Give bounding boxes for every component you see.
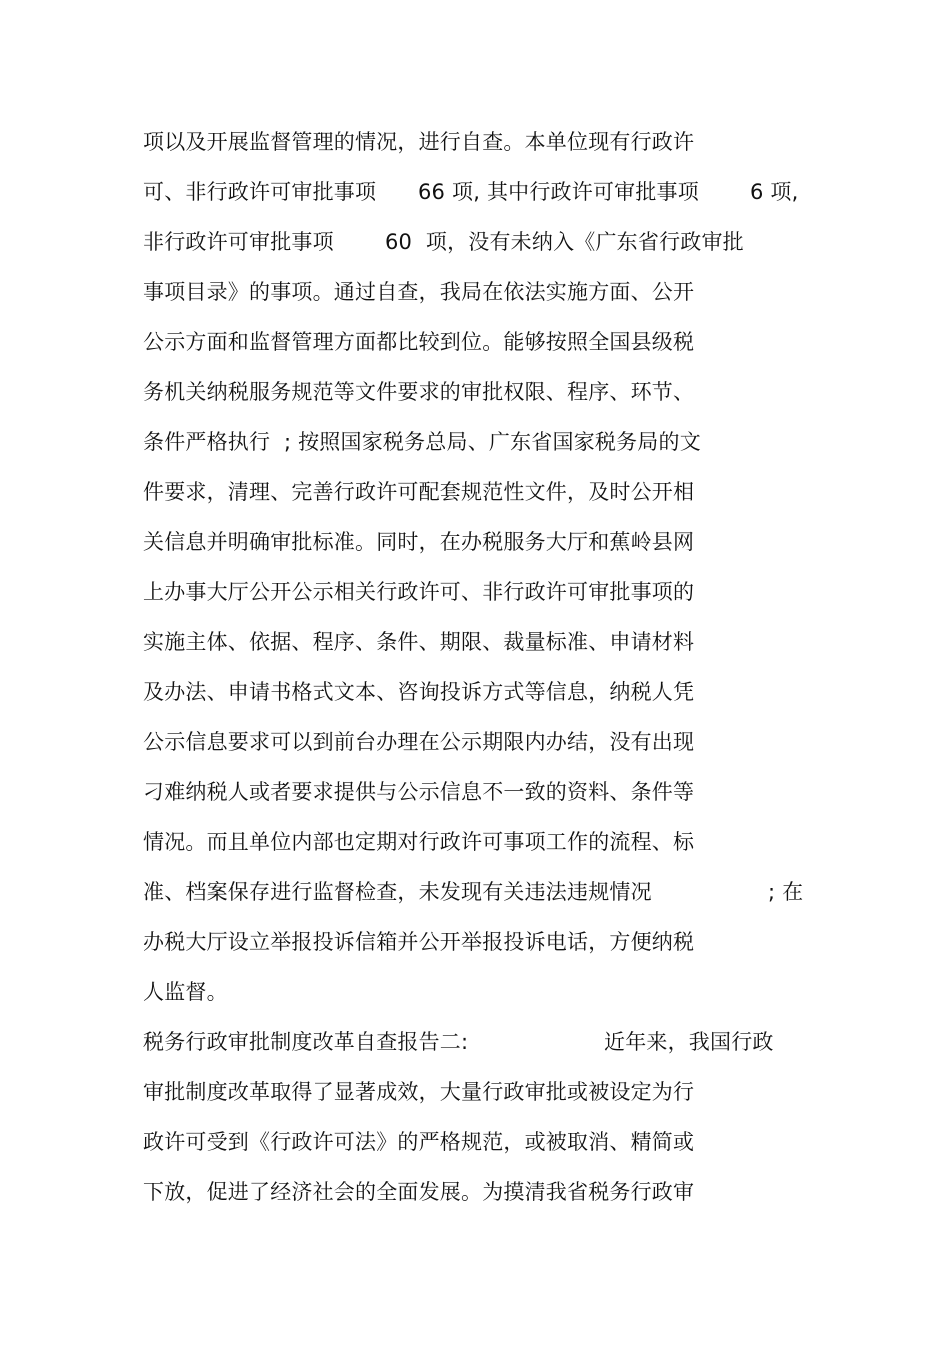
text-segment: 事项目录》的事项。通过自查，我局在依法实施方面、公开 — [143, 280, 695, 304]
text-segment: ; 在 — [768, 880, 804, 904]
text-line — [143, 678, 694, 706]
text-segment: 件要求，清理、完善行政许可配套规范性文件，及时公开相 — [143, 480, 695, 504]
text-line — [143, 878, 823, 906]
text-segment: 及办法、申请书格式文本、咨询投诉方式等信息，纳税人凭 — [143, 680, 695, 704]
text-line — [143, 728, 694, 756]
text-line — [143, 128, 694, 156]
text-line — [143, 578, 694, 606]
text-line — [143, 528, 694, 556]
text-line — [143, 828, 694, 856]
text-line — [143, 628, 694, 656]
text-segment: 6 项, — [750, 180, 799, 204]
text-segment: 政许可受到《行政许可法》的严格规范，或被取消、精简或 — [143, 1130, 695, 1154]
text-line — [143, 328, 694, 356]
text-line — [143, 1128, 694, 1156]
section-heading: 税务行政审批制度改革自查报告二: — [143, 1030, 469, 1054]
text-segment: 66 项, 其中行政许可审批事项 — [418, 180, 699, 204]
text-segment: 务机关纳税服务规范等文件要求的审批权限、程序、环节、 — [143, 380, 695, 404]
text-line — [143, 1078, 694, 1106]
text-line — [143, 428, 701, 456]
text-segment: 实施主体、依据、程序、条件、期限、裁量标准、申请材料 — [143, 630, 695, 654]
text-line — [143, 178, 823, 206]
text-line — [143, 778, 694, 806]
text-segment: 人监督。 — [143, 980, 228, 1004]
text-segment: 上办事大厅公开公示相关行政许可、非行政许可审批事项的 — [143, 580, 695, 604]
text-segment: 近年来，我国行政 — [604, 1030, 774, 1054]
text-segment: 办税大厅设立举报投诉信箱并公开举报投诉电话，方便纳税 — [143, 930, 695, 954]
text-line — [143, 378, 694, 406]
text-segment: 项以及开展监督管理的情况，进行自查。本单位现有行政许 — [143, 130, 695, 154]
text-line — [143, 1028, 823, 1056]
text-segment: 刁难纳税人或者要求提供与公示信息不一致的资料、条件等 — [143, 780, 695, 804]
text-line — [143, 278, 694, 306]
text-segment: 关信息并明确审批标准。同时，在办税服务大厅和蕉岭县网 — [143, 530, 695, 554]
text-line — [143, 228, 823, 256]
text-segment: 公示方面和监督管理方面都比较到位。能够按照全国县级税 — [143, 330, 695, 354]
text-segment: 情况。而且单位内部也定期对行政许可事项工作的流程、标 — [143, 830, 695, 854]
text-segment: 60 项，没有未纳入《广东省行政审批 — [385, 230, 744, 254]
text-segment: 条件严格执行 ; 按照国家税务总局、广东省国家税务局的文 — [143, 430, 701, 454]
text-segment: 非行政许可审批事项 — [143, 230, 334, 254]
text-line — [143, 928, 694, 956]
text-segment: 准、档案保存进行监督检查，未发现有关违法违规情况 — [143, 880, 652, 904]
text-line — [143, 1178, 694, 1206]
text-line — [143, 478, 694, 506]
text-segment: 可、非行政许可审批事项 — [143, 180, 377, 204]
text-segment: 审批制度改革取得了显著成效，大量行政审批或被设定为行 — [143, 1080, 695, 1104]
text-line — [143, 978, 228, 1006]
text-segment: 下放，促进了经济社会的全面发展。为摸清我省税务行政审 — [143, 1180, 695, 1204]
text-segment: 公示信息要求可以到前台办理在公示期限内办结，没有出现 — [143, 730, 695, 754]
